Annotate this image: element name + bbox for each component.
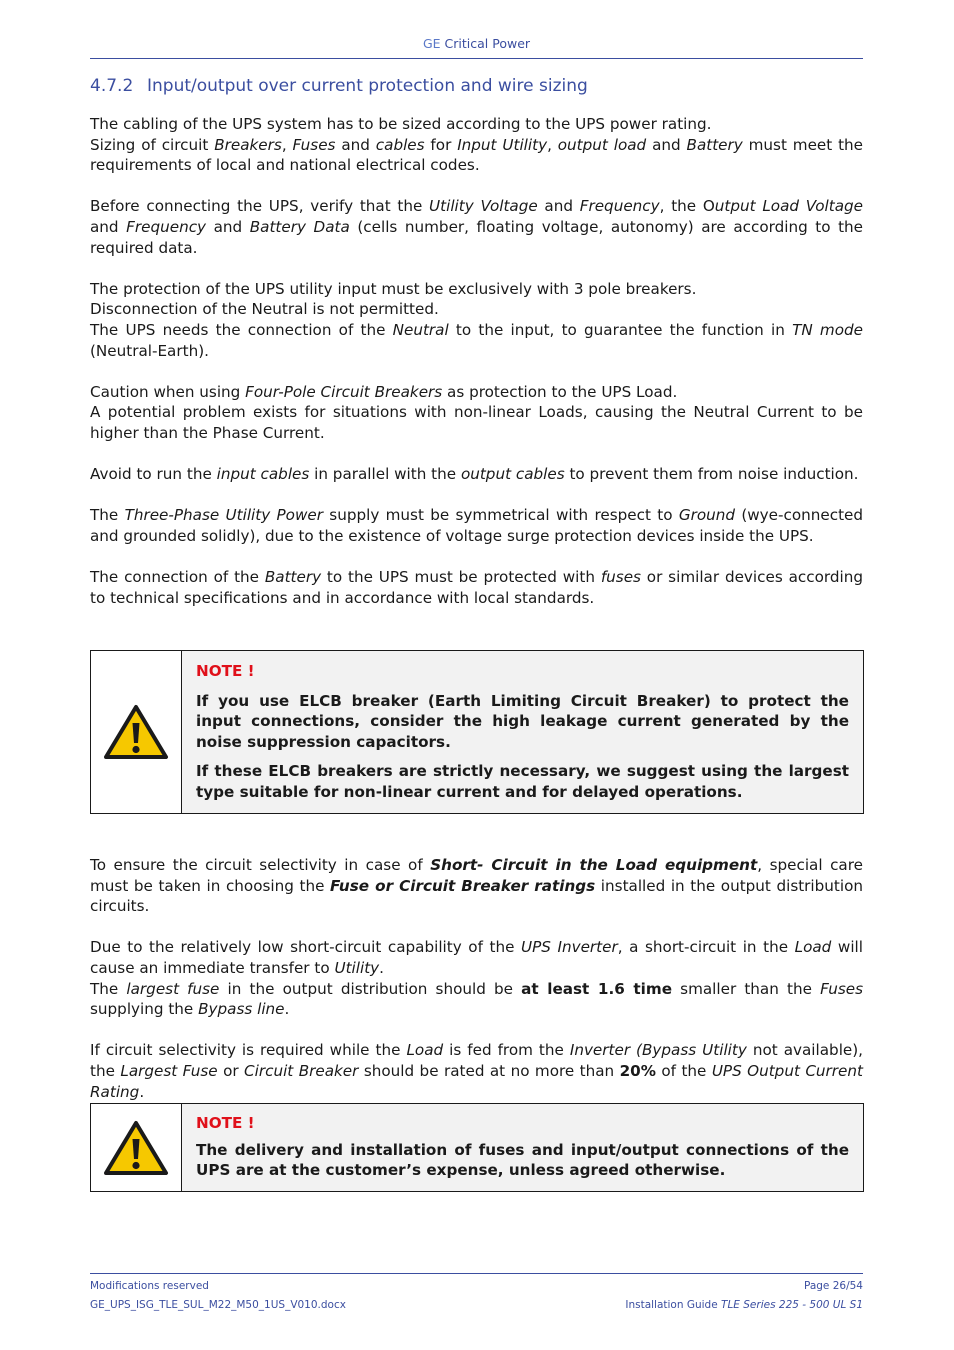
paragraph: The Three-Phase Utility Power supply must be symmetrical with respect to Ground (wye-connected and grounded solidly), due to the existence of voltage surge protection devices inside the UPS. <box>90 506 864 545</box>
paragraph: Before connecting the UPS, verify that the Utility Voltage and Frequency, the Output Load Voltage and Frequency and Battery Data (cells number, floating voltage, autonomy) are according to the required data. <box>90 197 864 257</box>
paragraph: To ensure the circuit selectivity in case of Short- Circuit in the Load equipment, special care must be taken in choosing the Fuse or Circuit Breaker ratings installed in the output distribution circuits. <box>90 856 864 916</box>
paragraph: Caution when using Four-Pole Circuit Breakers as protection to the UPS Load. <box>90 382 678 401</box>
paragraph: The protection of the UPS utility input must be exclusively with 3 pole breakers. <box>90 279 697 298</box>
header-title: Critical Power <box>444 36 531 51</box>
note-box-delivery <box>90 1103 864 1192</box>
section-number: 4.7.2 <box>90 76 134 96</box>
ge-brand: GE <box>422 36 441 51</box>
paragraph: The connection of the Battery to the UPS must be protected with fuses or similar devices according to technical specifications and in accordance with local standards. <box>90 568 863 607</box>
footer-modifications: Modifications reserved <box>90 1280 209 1292</box>
footer-page-number: Page 26/54 <box>803 1280 863 1292</box>
paragraph: A potential problem exists for situations with non-linear Loads, causing the Neutral Current to be higher than the Phase Current. <box>90 403 863 442</box>
note-icon-cell <box>91 1104 182 1191</box>
footer-guide-title: Installation Guide TLE Series 225 - 500 UL S1 <box>625 1299 863 1311</box>
warning-icon <box>102 1119 170 1177</box>
note-text: If you use ELCB breaker (Earth Limiting Circuit Breaker) to protect the input connections, consider the high leakage current generated by the noise suppression capacitors. <box>196 691 849 751</box>
warning-icon <box>102 703 170 761</box>
body-text-upper <box>90 114 863 608</box>
note-box-elcb <box>90 650 864 814</box>
note-text: If these ELCB breakers are strictly necessary, we suggest using the largest type suitable for non-linear current and for delayed operations. <box>196 762 849 801</box>
note-title: NOTE ! <box>196 1114 255 1132</box>
note-title: NOTE ! <box>196 662 255 680</box>
note-text: The delivery and installation of fuses and input/output connections of the UPS are at the customer’s expense, unless agreed otherwise. <box>196 1140 849 1180</box>
paragraph: The UPS needs the connection of the Neutral to the input, to guarantee the function in TN mode (Neutral-Earth). <box>90 320 863 360</box>
section-title <box>90 76 863 96</box>
footer-filename: GE_UPS_ISG_TLE_SUL_M22_M50_1US_V010.docx <box>90 1299 346 1311</box>
page-footer <box>90 1273 863 1311</box>
paragraph: Disconnection of the Neutral is not permitted. <box>90 300 439 319</box>
page-header <box>90 36 863 59</box>
paragraph: Avoid to run the input cables in parallel with the output cables to prevent them from noise induction. <box>90 465 859 484</box>
note-content <box>182 651 863 813</box>
note-icon-cell <box>91 651 182 813</box>
paragraph: Sizing of circuit Breakers, Fuses and cables for Input Utility, output load and Battery must meet the requirements of local and national electrical codes. <box>90 135 864 175</box>
body-text-lower <box>90 855 863 1102</box>
paragraph: If circuit selectivity is required while the Load is fed from the Inverter (Bypass Utility not available), the Largest Fuse or Circuit Breaker should be rated at no more than 20% of the UPS Output Current Rating. <box>90 1041 864 1101</box>
note-content <box>182 1104 863 1191</box>
paragraph: Due to the relatively low short-circuit capability of the UPS Inverter, a short-circuit in the Load will cause an immediate transfer to Utility. <box>90 938 863 977</box>
paragraph: The largest fuse in the output distribution should be at least 1.6 time smaller than the Fuses supplying the Bypass line. <box>90 979 863 1019</box>
section-title-text: Input/output over current protection and wire sizing <box>147 76 588 96</box>
paragraph: The cabling of the UPS system has to be sized according to the UPS power rating. <box>90 115 712 133</box>
